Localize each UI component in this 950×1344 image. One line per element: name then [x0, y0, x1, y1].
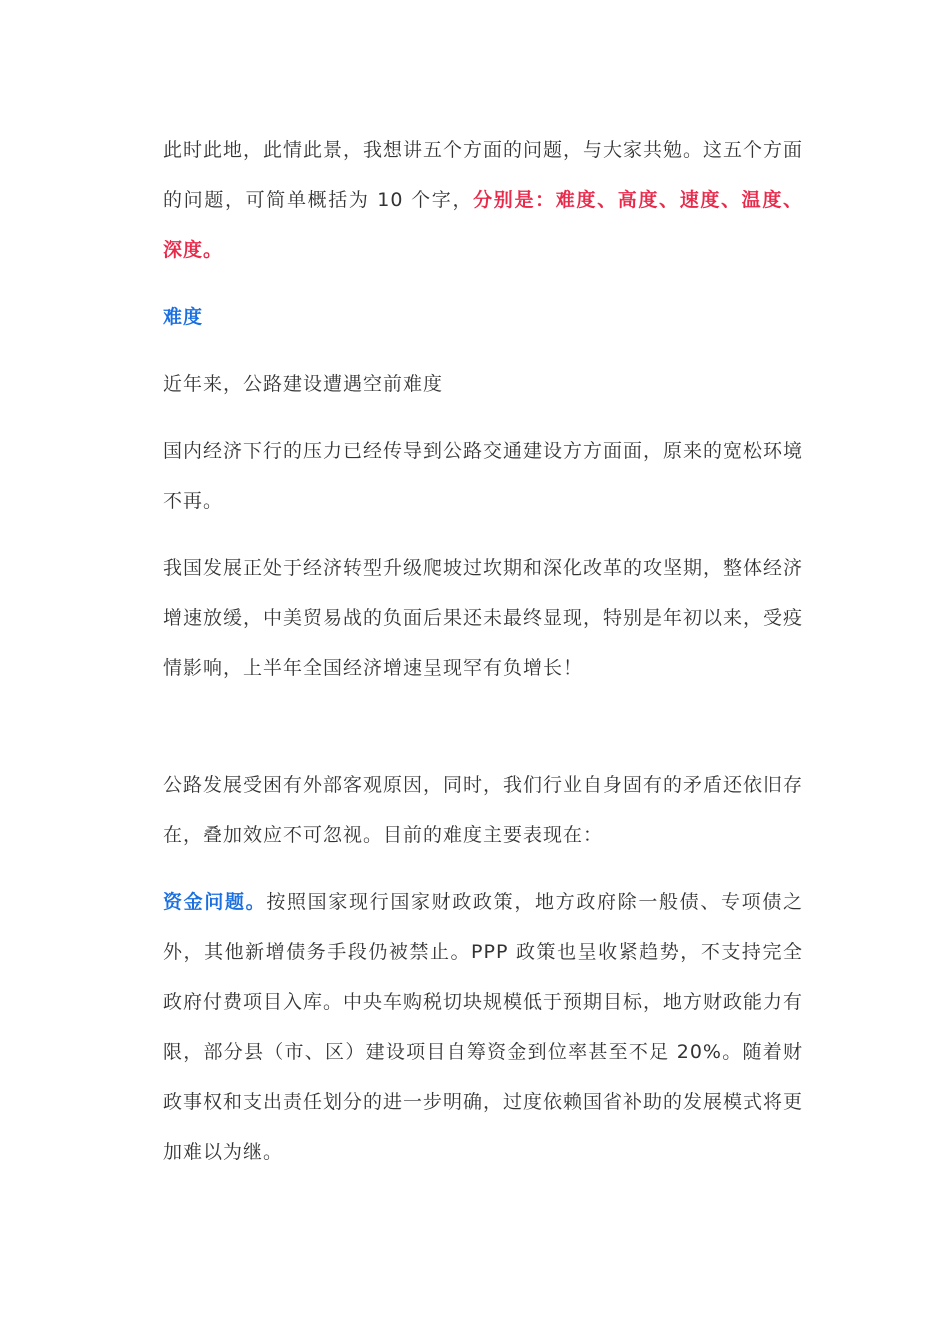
paragraph-spacer: [163, 710, 803, 760]
document-body: [163, 125, 803, 1194]
paragraph-2: 国内经济下行的压力已经传导到公路交通建设方方面面，原来的宽松环境不再。: [163, 440, 804, 512]
paragraph-4: 公路发展受困有外部客观原因，同时，我们行业自身固有的矛盾还依旧存在，叠加效应不可忽视。目前的难度主要表现在：: [163, 774, 804, 846]
paragraph-1: 近年来，公路建设遭遇空前难度: [163, 373, 444, 395]
section-heading-difficulty: 难度: [163, 306, 204, 328]
funding-label: 资金问题。: [163, 891, 267, 913]
funding-text: 按照国家现行国家财政政策，地方政府除一般债、专项债之外，其他新增债务手段仍被禁止。PPP 政策也呈收紧趋势，不支持完全政府付费项目入库。中央车购税切块规模低于预期目标，地方财政能力有限，部分县（市、区）建设项目自筹资金到位率甚至不足 20%。随着财政事权和支出责任划分的进一步明确，过度依赖国省补助的发展模式将更加难以为继。: [163, 891, 804, 1163]
paragraph-3: 我国发展正处于经济转型升级爬坡过坎期和深化改革的攻坚期，整体经济增速放缓，中美贸易战的负面后果还未最终显现，特别是年初以来，受疫情影响，上半年全国经济增速呈现罕有负增长！: [163, 557, 804, 679]
intro-text: 此时此地，此情此景，我想讲五个方面的问题，与大家共勉。这五个方面的问题，可简单概括为 10 个字，: [163, 139, 804, 211]
funding-paragraph: [163, 877, 803, 1177]
intro-paragraph: [163, 125, 803, 275]
intro-highlight: 分别是：难度、高度、速度、温度、深度。: [163, 189, 803, 261]
